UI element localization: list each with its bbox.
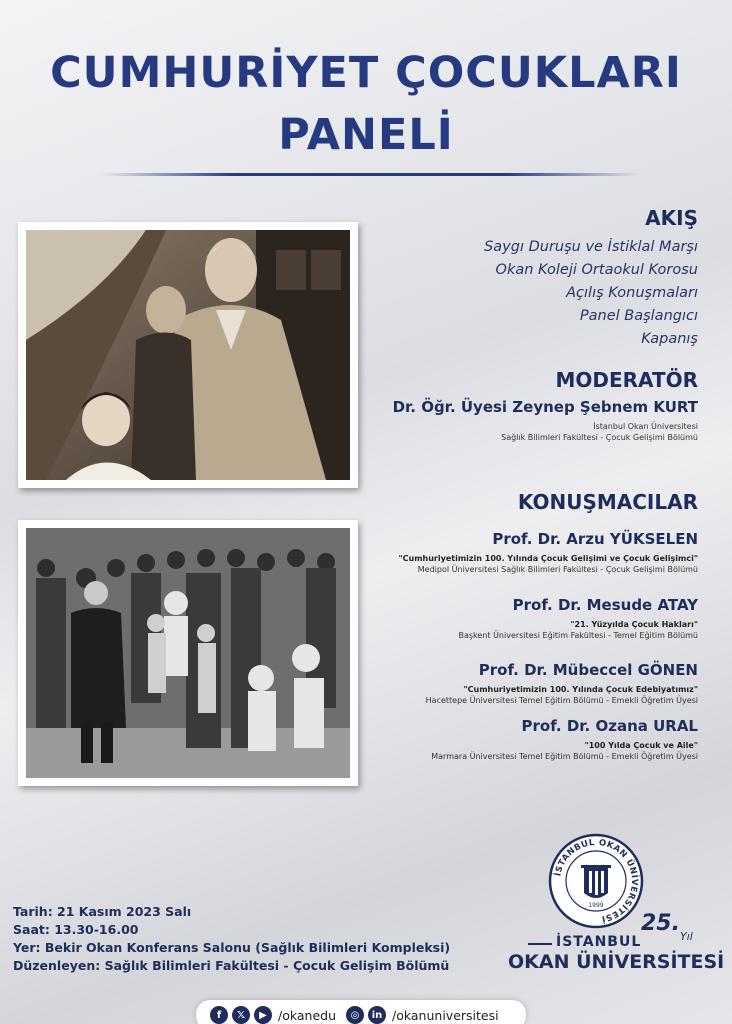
- speaker-name: Prof. Dr. Mesude ATAY: [512, 596, 698, 614]
- speaker-topic: "Cumhuriyetimizin 100. Yılında Çocuk Edebiyatımız": [463, 685, 698, 694]
- facebook-icon[interactable]: f: [210, 1006, 228, 1024]
- title-line-2: PANELİ: [278, 110, 454, 160]
- moderator-name: Dr. Öğr. Üyesi Zeynep Şebnem KURT: [392, 398, 698, 416]
- linkedin-icon[interactable]: in: [368, 1006, 386, 1024]
- brand-city: İSTANBUL: [556, 934, 642, 950]
- event-time: Saat: 13.30-16.00: [13, 922, 139, 937]
- moderator-affiliation-1: İstanbul Okan Üniversitesi: [593, 422, 698, 431]
- x-icon[interactable]: 𝕏: [232, 1006, 250, 1024]
- flow-item: Açılış Konuşmaları: [566, 285, 698, 301]
- flow-item: Panel Başlangıcı: [579, 308, 698, 324]
- anniversary-mark: 25.: [641, 911, 680, 936]
- seal-year: 1999: [588, 902, 604, 909]
- speaker-affiliation: Hacettepe Üniversitesi Temel Eğitim Bölümü - Emekli Öğretim Üyesi: [425, 696, 698, 705]
- speaker-item: [431, 717, 698, 762]
- speaker-affiliation: Medipol Üniversitesi Sağlık Bilimleri Fakültesi - Çocuk Gelişimi Bölümü: [417, 565, 698, 574]
- flow-item: Kapanış: [641, 331, 698, 347]
- speaker-item: [459, 596, 699, 641]
- university-seal-logo: [548, 833, 644, 929]
- moderator-heading: MODERATÖR: [555, 368, 698, 392]
- social-bar: [196, 1000, 526, 1024]
- speaker-topic: "100 Yılda Çocuk ve Aile": [584, 741, 698, 750]
- flow-heading: AKIŞ: [645, 206, 698, 230]
- title-divider: [100, 173, 640, 176]
- event-info: [13, 903, 450, 975]
- social-handle-2[interactable]: /okanuniversitesi: [392, 1007, 499, 1023]
- portrait-photo-image: [26, 230, 350, 480]
- brand-divider: [528, 943, 552, 945]
- speaker-topic: "Cumhuriyetimizin 100. Yılında Çocuk Gelişimi ve Çocuk Gelişimci": [398, 554, 698, 563]
- speakers-section: [518, 490, 698, 514]
- brand-name: OKAN ÜNİVERSİTESİ: [508, 951, 725, 973]
- seal-text: İSTANBUL OKAN ÜNİVERSİTESİ: [553, 837, 640, 924]
- event-place: Yer: Bekir Okan Konferans Salonu (Sağlık Bilimleri Kompleksi): [13, 940, 451, 955]
- speaker-affiliation: Marmara Üniversitesi Temel Eğitim Bölümü - Emekli Öğretim Üyesi: [431, 752, 698, 761]
- flow-item: Okan Koleji Ortaokul Korosu: [495, 262, 698, 278]
- anniversary-suffix: Yıl: [680, 930, 693, 943]
- speakers-heading: KONUŞMACILAR: [517, 490, 698, 514]
- youtube-icon[interactable]: ▶: [254, 1006, 272, 1024]
- speaker-name: Prof. Dr. Arzu YÜKSELEN: [492, 530, 698, 548]
- event-organizer: Düzenleyen: Sağlık Bilimleri Fakültesi - Çocuk Gelişim Bölümü: [13, 958, 450, 973]
- speaker-name: Prof. Dr. Ozana URAL: [521, 717, 698, 735]
- crowd-photo-image: [26, 528, 350, 778]
- instagram-icon[interactable]: ◎: [346, 1006, 364, 1024]
- moderator-affiliation-2: Sağlık Bilimleri Fakültesi - Çocuk Gelişimi Bölümü: [501, 433, 698, 442]
- historic-photo-portrait: [18, 222, 358, 488]
- page-title: [0, 44, 732, 164]
- title-line-1: CUMHURİYET ÇOCUKLARI: [50, 48, 682, 98]
- speaker-item: [398, 530, 698, 575]
- speaker-affiliation: Başkent Üniversitesi Eğitim Fakültesi - Temel Eğitim Bölümü: [458, 631, 698, 640]
- flow-section: [484, 206, 698, 351]
- speaker-name: Prof. Dr. Mübeccel GÖNEN: [478, 661, 698, 679]
- moderator-section: [393, 368, 698, 443]
- flow-item: Saygı Duruşu ve İstiklal Marşı: [484, 239, 698, 255]
- event-date: Tarih: 21 Kasım 2023 Salı: [13, 904, 192, 919]
- speaker-item: [426, 661, 698, 706]
- speaker-topic: "21. Yüzyılda Çocuk Hakları": [570, 620, 698, 629]
- social-handle-1[interactable]: /okanedu: [278, 1007, 337, 1023]
- historic-photo-crowd: [18, 520, 358, 786]
